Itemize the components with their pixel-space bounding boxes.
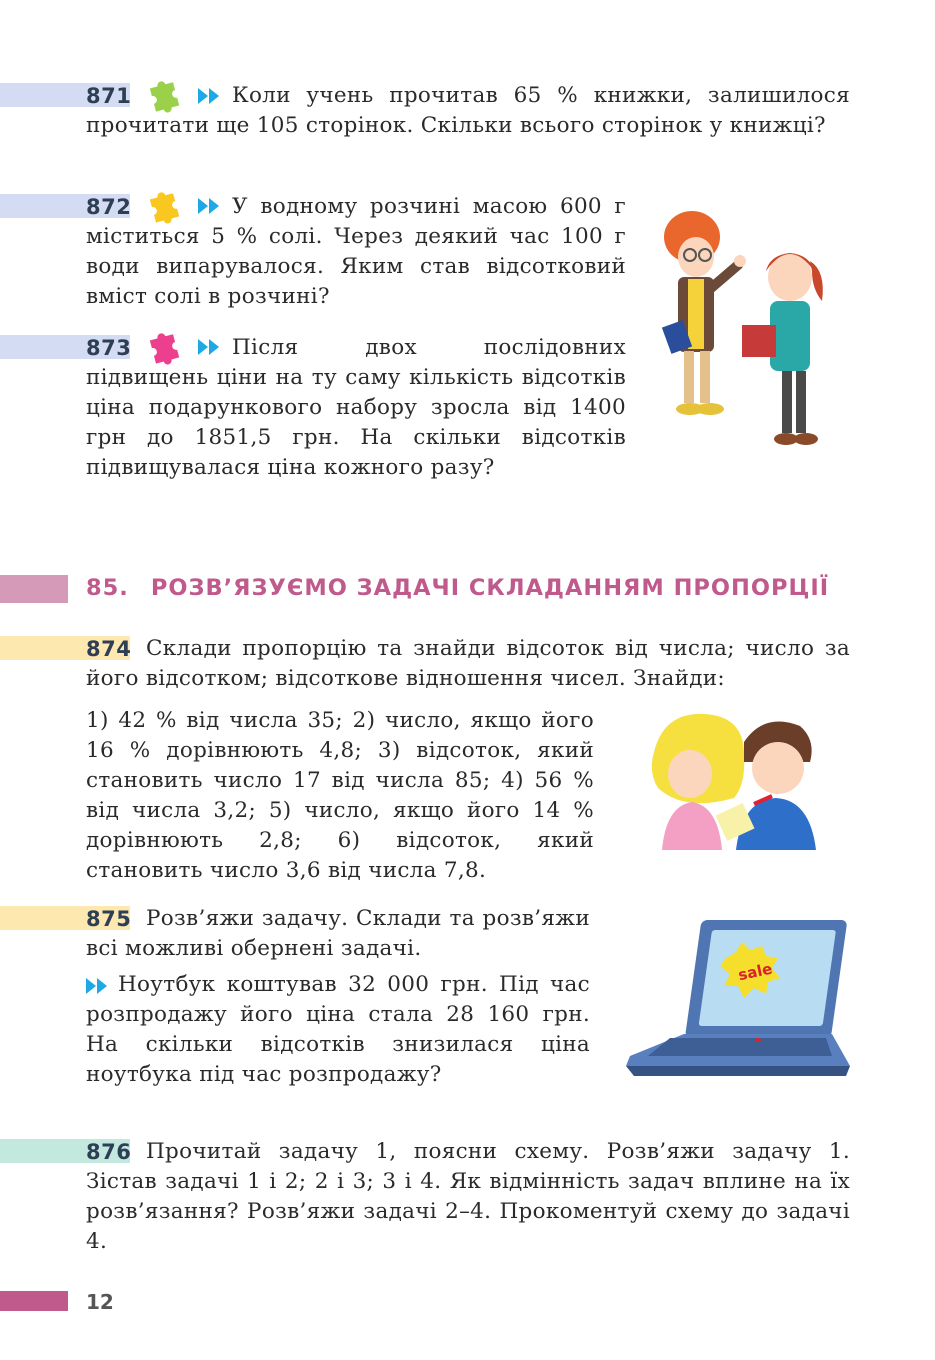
section-heading bbox=[86, 575, 829, 601]
problem-text: Після двох послідовних підвищень ціни на ту саму кількість відсотків ціна подарункового набору зросла від 1400 грн до 1851,5 грн. На скільки відсотків підвищувалася ціна кожного разу? bbox=[86, 335, 626, 480]
footer-band bbox=[0, 1291, 68, 1311]
problem-text: Розв’яжи задачу. Склади та розв’яжи всі можливі обернені задачі. bbox=[86, 906, 590, 961]
problem-number: 873 bbox=[86, 336, 132, 360]
problem-text: У водному розчині масою 600 г міститься 5 % солі. Через деякий час 100 г води випарувалося. Яким став відсотковий вміст солі в розчині? bbox=[86, 194, 626, 309]
sale-sticker: sale bbox=[736, 959, 774, 985]
page-number: 12 bbox=[86, 1290, 114, 1314]
problem-number: 872 bbox=[86, 195, 132, 219]
problem-number: 875 bbox=[86, 907, 132, 931]
problem-text: Склади пропорцію та знайди відсоток від числа; число за його відсотком; відсоткове відношення чисел. Знайди: bbox=[86, 636, 850, 691]
problem-text: Коли учень прочитав 65 % книжки, залишилося прочитати ще 105 сторінок. Скільки всього сторінок у книжці? bbox=[86, 83, 850, 138]
kids-with-notepad-illustration bbox=[648, 712, 848, 852]
problem-task: Ноутбук коштував 32 000 грн. Під час розпродажу його ціна стала 28 160 грн. На скільки відсотків знизилася ціна ноутбука під час розпродажу? bbox=[86, 972, 590, 1087]
section-title: РОЗВ’ЯЗУЄМО ЗАДАЧІ СКЛАДАННЯМ ПРОПОРЦІЇ bbox=[150, 575, 830, 601]
problem-number: 876 bbox=[86, 1140, 132, 1164]
laptop-illustration bbox=[626, 916, 852, 1096]
section-number: 85. bbox=[86, 575, 129, 601]
problem-number: 874 bbox=[86, 637, 132, 661]
problem-items: 1) 42 % від числа 35; 2) число, якщо його 16 % дорівнюють 4,8; 3) відсоток, який становить число 17 від числа 85; 4) 56 % від числа 3,2; 5) число, якщо його 14 % дорівнюють 2,8; 6) відсоток, який становить число 3,6 від числа 7,8. bbox=[86, 708, 594, 883]
kids-with-books-illustration bbox=[650, 205, 850, 455]
problem-text: Прочитай задачу 1, поясни схему. Розв’яжи задачу 1. Зістав задачі 1 і 2; 2 і 3; 3 і 4. Як відмінність задач вплине на їх розв’язання? Розв’яжи задачі 2–4. Прокоментуй схему до задачі 4. bbox=[86, 1139, 850, 1254]
problem-number: 871 bbox=[86, 84, 132, 108]
section-band bbox=[0, 575, 68, 603]
